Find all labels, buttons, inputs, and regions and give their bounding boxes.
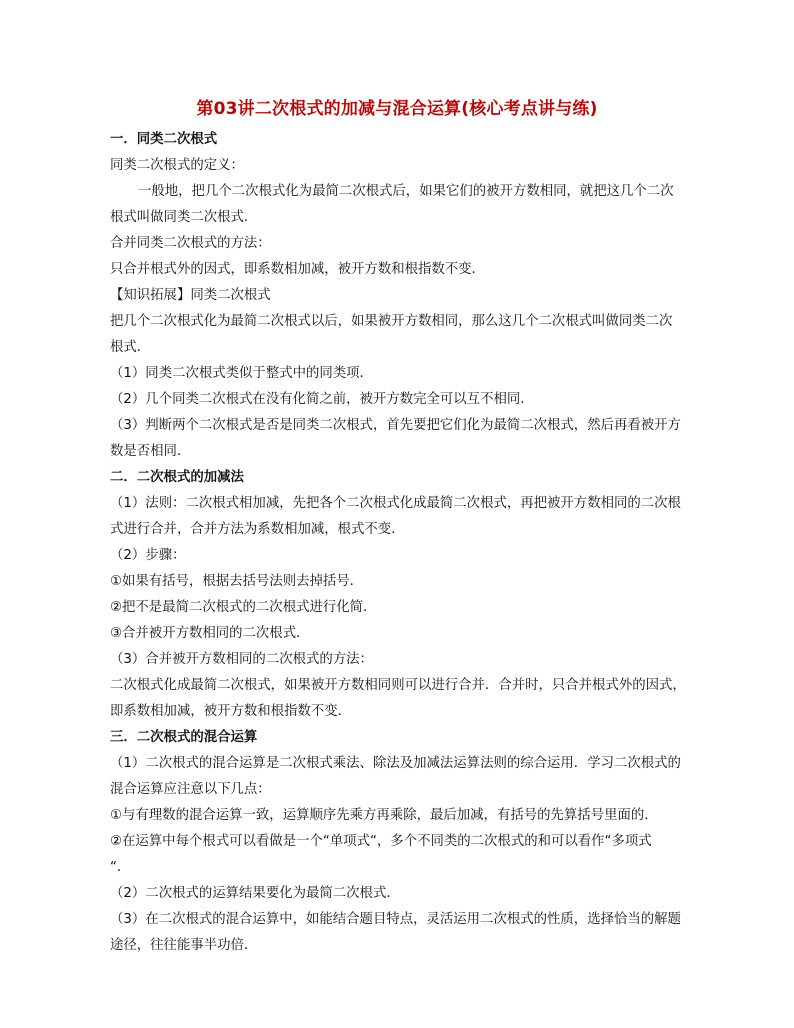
- page-title: 第03讲二次根式的加减与混合运算(核心考点讲与练): [196, 99, 598, 119]
- text-line: 即系数相加减，被开方数和根指数不变．: [110, 704, 352, 719]
- text-line: ②把不是最简二次根式的二次根式进行化简．: [110, 600, 377, 615]
- text-line: 把几个二次根式化为最简二次根式以后，如果被开方数相同，那么这几个二次根式叫做同类二次: [110, 314, 673, 329]
- text-line: （3）合并被开方数相同的二次根式的方法：: [110, 652, 373, 667]
- text-line: （1）二次根式的混合运算是二次根式乘法、除法及加减法运算法则的综合运用．学习二次根式的: [110, 756, 681, 771]
- text-line: 数是否相同．: [110, 444, 191, 459]
- text-line: （2）几个同类二次根式在没有化简之前，被开方数完全可以互不相同．: [110, 392, 534, 407]
- text-line: ③合并被开方数相同的二次根式．: [110, 626, 310, 641]
- text-line: （1）同类二次根式类似于整式中的同类项．: [110, 366, 373, 381]
- section-heading: 三．二次根式的混合运算: [110, 730, 258, 745]
- text-line: ②在运算中每个根式可以看做是一个“单项式“，多个不同类的二次根式的和可以看作“多项式: [110, 834, 652, 849]
- text-line: （2）步骤：: [110, 548, 186, 563]
- text-line: （3）在二次根式的混合运算中，如能结合题目特点，灵活运用二次根式的性质，选择恰当的解题: [110, 912, 681, 927]
- text-line: 式进行合并，合并方法为系数相加减，根式不变．: [110, 522, 405, 537]
- text-line: 根式．: [110, 340, 151, 355]
- section-heading: 一．同类二次根式: [110, 132, 218, 147]
- text-line: 同类二次根式的定义：: [110, 158, 244, 173]
- text-line: ①与有理数的混合运算一致，运算顺序先乘方再乘除，最后加减，有括号的先算括号里面的．: [110, 808, 658, 823]
- text-line: 混合运算应注意以下几点：: [110, 782, 271, 797]
- text-line: 【知识拓展】同类二次根式: [110, 288, 271, 303]
- text-line: （2）二次根式的运算结果要化为最简二次根式．: [110, 886, 400, 901]
- text-line: 途径，往往能事半功倍．: [110, 938, 258, 953]
- text-line: “．: [110, 860, 131, 875]
- section-heading: 二．二次根式的加减法: [110, 470, 244, 485]
- text-line: ①如果有括号，根据去括号法则去掉括号．: [110, 574, 364, 589]
- text-line: （1）法则：二次根式相加减，先把各个二次根式化成最简二次根式，再把被开方数相同的二次根: [110, 496, 681, 511]
- text-line: 二次根式化成最简二次根式，如果被开方数相同则可以进行合并．合并时，只合并根式外的因式，: [110, 678, 686, 693]
- text-line: （3）判断两个二次根式是否是同类二次根式，首先要把它们化为最简二次根式，然后再看被开方: [110, 418, 681, 433]
- text-line: 只合并根式外的因式，即系数相加减，被开方数和根指数不变．: [110, 262, 485, 277]
- text-line: 合并同类二次根式的方法：: [110, 236, 271, 251]
- text-line: 一般地，把几个二次根式化为最简二次根式后，如果它们的被开方数相同，就把这几个二次: [138, 184, 674, 199]
- text-line: 根式叫做同类二次根式．: [110, 210, 258, 225]
